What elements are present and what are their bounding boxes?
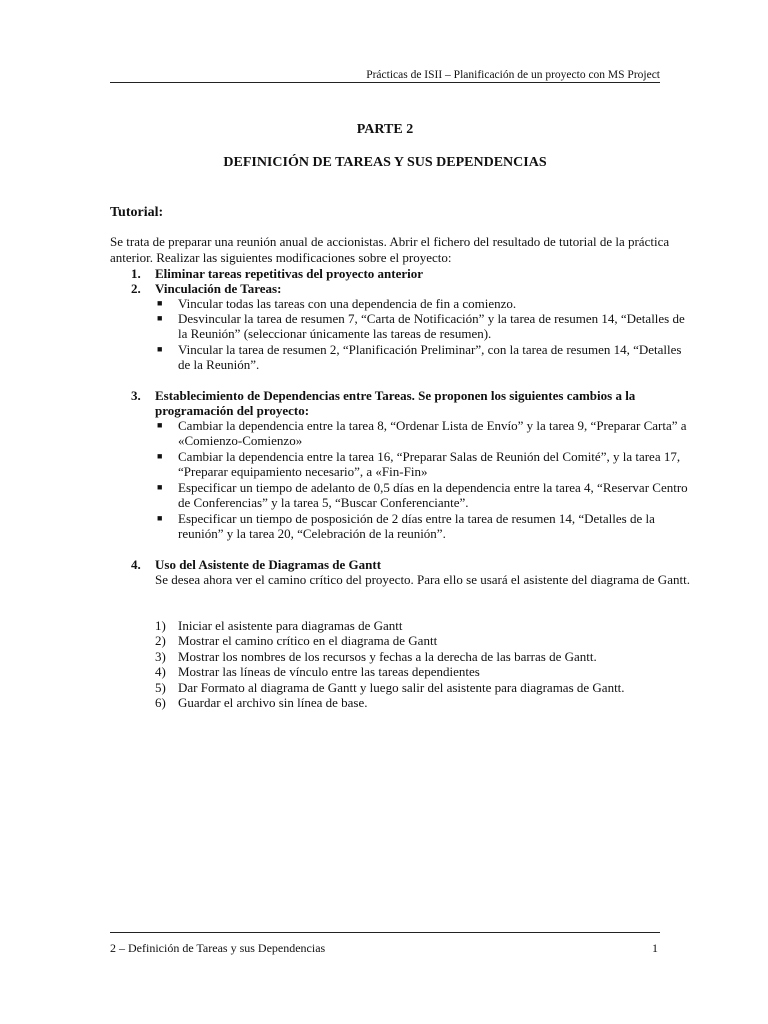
item-number: 4. [131,557,141,572]
footer-rule [110,932,660,933]
step-text: Iniciar el asistente para diagramas de Gantt [178,618,403,633]
bullet-icon: ■ [157,451,163,461]
page-number: 1 [652,941,658,955]
tutorial-heading: Tutorial: [110,205,164,220]
section-title: DEFINICIÓN DE TAREAS Y SUS DEPENDENCIAS [223,155,547,170]
item-description: Se desea ahora ver el camino crítico del proyecto. Para ello se usará el asistente del diagrama de Gantt. [155,572,690,587]
step-number: 1) [155,618,166,633]
item-title: Establecimiento de Dependencias entre Tareas. Se proponen los siguientes cambios a la programación del proyecto: [155,388,636,418]
bullet-icon: ■ [157,482,163,492]
tutorial-intro: Se trata de preparar una reunión anual de accionistas. Abrir el fichero del resultado de tutorial de la práctica anterior. Realizar las siguientes modificaciones sobre el proyecto: [110,234,670,265]
step-number: 6) [155,695,166,710]
step-text: Mostrar el camino crítico en el diagrama de Gantt [178,633,438,648]
step-number: 3) [155,649,166,664]
bullet-icon: ■ [157,513,163,523]
bullet-text: Especificar un tiempo de posposición de 2 días entre la tarea de resumen 14, “Detalles de la reunión” y la tarea 20, “Celebración de la reunión”. [178,511,655,541]
step-number: 4) [155,664,166,679]
step-text: Mostrar los nombres de los recursos y fechas a la derecha de las barras de Gantt. [178,649,597,664]
step-text: Guardar el archivo sin línea de base. [178,695,368,710]
step-number: 5) [155,680,166,695]
footer-title: 2 – Definición de Tareas y sus Dependencias [110,941,326,955]
item-title: Vinculación de Tareas: [155,281,282,296]
bullet-text: Cambiar la dependencia entre la tarea 8, “Ordenar Lista de Envío” y la tarea 9, “Preparar Carta” a «Comienzo-Comienzo» [178,418,687,448]
item-title: Eliminar tareas repetitivas del proyecto anterior [155,266,424,281]
item-number: 1. [131,266,141,281]
bullet-icon: ■ [157,313,163,323]
step-text: Mostrar las líneas de vínculo entre las tareas dependientes [178,664,480,679]
bullet-text: Cambiar la dependencia entre la tarea 16, “Preparar Salas de Reunión del Comité”, y la tarea 17, “Preparar equipamiento necesario”, a «Fin-Fin» [178,449,681,479]
bullet-text: Desvincular la tarea de resumen 7, “Carta de Notificación” y la tarea de resumen 14, “Detalles de la Reunión” (seleccionar únicamente las tareas de resumen). [178,311,685,341]
item-number: 3. [131,388,141,403]
bullet-text: Especificar un tiempo de adelanto de 0,5 días en la dependencia entre la tarea 4, “Reservar Centro de Conferencias” y la tarea 5, “Buscar Conferenciante”. [178,480,688,510]
step-text: Dar Formato al diagrama de Gantt y luego salir del asistente para diagramas de Gantt. [178,680,625,695]
header-rule [110,82,660,83]
item-title: Uso del Asistente de Diagramas de Gantt [155,557,382,572]
bullet-icon: ■ [157,344,163,354]
bullet-icon: ■ [157,420,163,430]
bullet-text: Vincular la tarea de resumen 2, “Planificación Preliminar”, con la tarea de resumen 14, “Detalles de la Reunión”. [178,342,682,372]
bullet-icon: ■ [157,298,163,308]
item-number: 2. [131,281,141,296]
part-title: PARTE 2 [356,122,414,137]
bullet-text: Vincular todas las tareas con una dependencia de fin a comienzo. [178,296,517,311]
running-header: Prácticas de ISII – Planificación de un proyecto con MS Project [366,69,660,81]
step-number: 2) [155,633,166,648]
